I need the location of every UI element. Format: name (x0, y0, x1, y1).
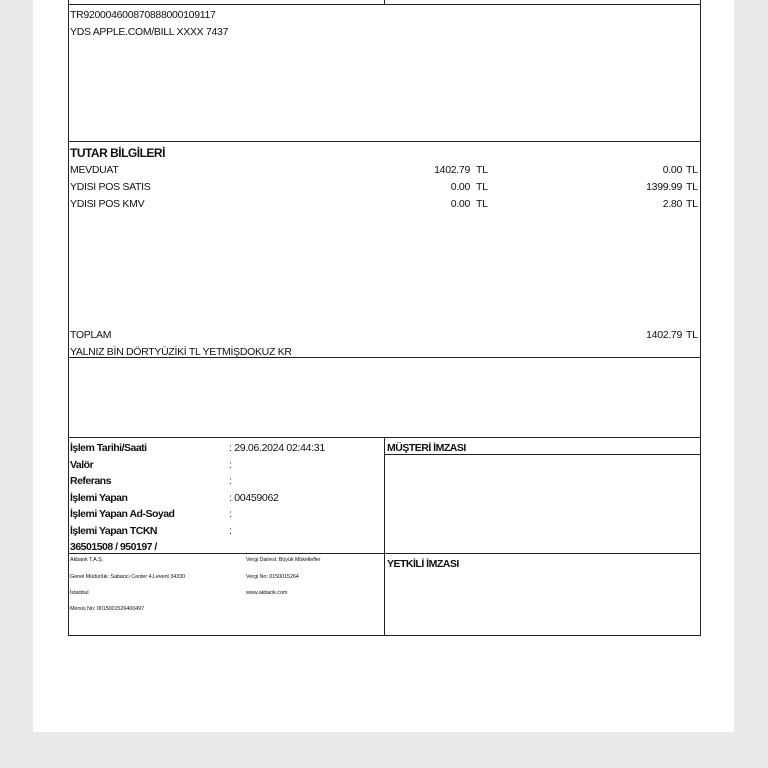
field-label: İşlemi Yapan TCKN (70, 525, 158, 537)
transaction-code: 36501508 / 950197 / (70, 541, 157, 553)
field-label: İşlem Tarihi/Saati (70, 442, 147, 454)
row-amount2: 2.80 (662, 198, 682, 210)
footer-tax-no: Vergi No: 0150015264 (246, 574, 299, 580)
hline-4 (68, 553, 701, 554)
authorized-signature-label: YETKİLİ İMZASI (387, 558, 459, 570)
field-label: İşlemi Yapan (70, 492, 128, 504)
field-value: : (229, 459, 232, 471)
footer-mersis: Mersis No: 0015001526400497 (70, 606, 145, 612)
border-right (700, 0, 701, 636)
footer-hq: Genel Müdürlük: Sabancı Center 4.Levent 34330 (70, 574, 186, 580)
field-label: Referans (70, 475, 111, 487)
row-amount1: 0.00 (450, 181, 470, 193)
total-unit: TL (686, 329, 698, 341)
field-value: : (229, 475, 232, 487)
field-value: : 29.06.2024 02:44:31 (229, 442, 325, 454)
description-text: YDS APPLE.COM/BILL XXXX 7437 (70, 26, 229, 38)
hline-1 (68, 141, 701, 142)
row-amount2: 0.00 (662, 164, 682, 176)
footer-website: www.akbank.com (246, 590, 288, 596)
row-unit2: TL (686, 198, 698, 210)
hline-top (68, 4, 701, 5)
field-label: Valör (70, 459, 94, 471)
field-value: : 00459062 (229, 492, 279, 504)
customer-signature-label: MÜŞTERİ İMZASI (387, 442, 466, 454)
field-value: : (229, 525, 232, 537)
footer-tax-office: Vergi Dairesi: Büyük Mükellefler (246, 557, 321, 563)
iban-text: TR920004600870888000109117 (70, 9, 216, 21)
row-amount1: 1402.79 (434, 164, 470, 176)
total-value: 1402.79 (646, 329, 682, 341)
row-unit1: TL (476, 181, 488, 193)
footer-city: İstanbul (70, 590, 89, 596)
row-unit1: TL (476, 164, 488, 176)
row-label: MEVDUAT (70, 164, 119, 176)
footer-company: Akbank T.A.Ş. (70, 557, 104, 563)
row-unit2: TL (686, 181, 698, 193)
total-label: TOPLAM (70, 329, 112, 341)
amount-in-words: YALNIZ BİN DÖRTYÜZİKİ TL YETMİŞDOKUZ KR (70, 346, 292, 358)
row-label: YDISI POS KMV (70, 198, 145, 210)
field-value: : (229, 508, 232, 520)
field-label: İşlemi Yapan Ad-Soyad (70, 508, 175, 520)
row-amount1: 0.00 (450, 198, 470, 210)
amounts-title: TUTAR BİLGİLERİ (70, 146, 165, 160)
hline-sign (384, 454, 701, 455)
row-unit2: TL (686, 164, 698, 176)
row-amount2: 1399.99 (646, 181, 682, 193)
vline-mid (384, 437, 385, 636)
border-left (68, 0, 69, 636)
row-unit1: TL (476, 198, 488, 210)
hline-bottom (68, 635, 701, 636)
row-label: YDISI POS SATIS (70, 181, 151, 193)
